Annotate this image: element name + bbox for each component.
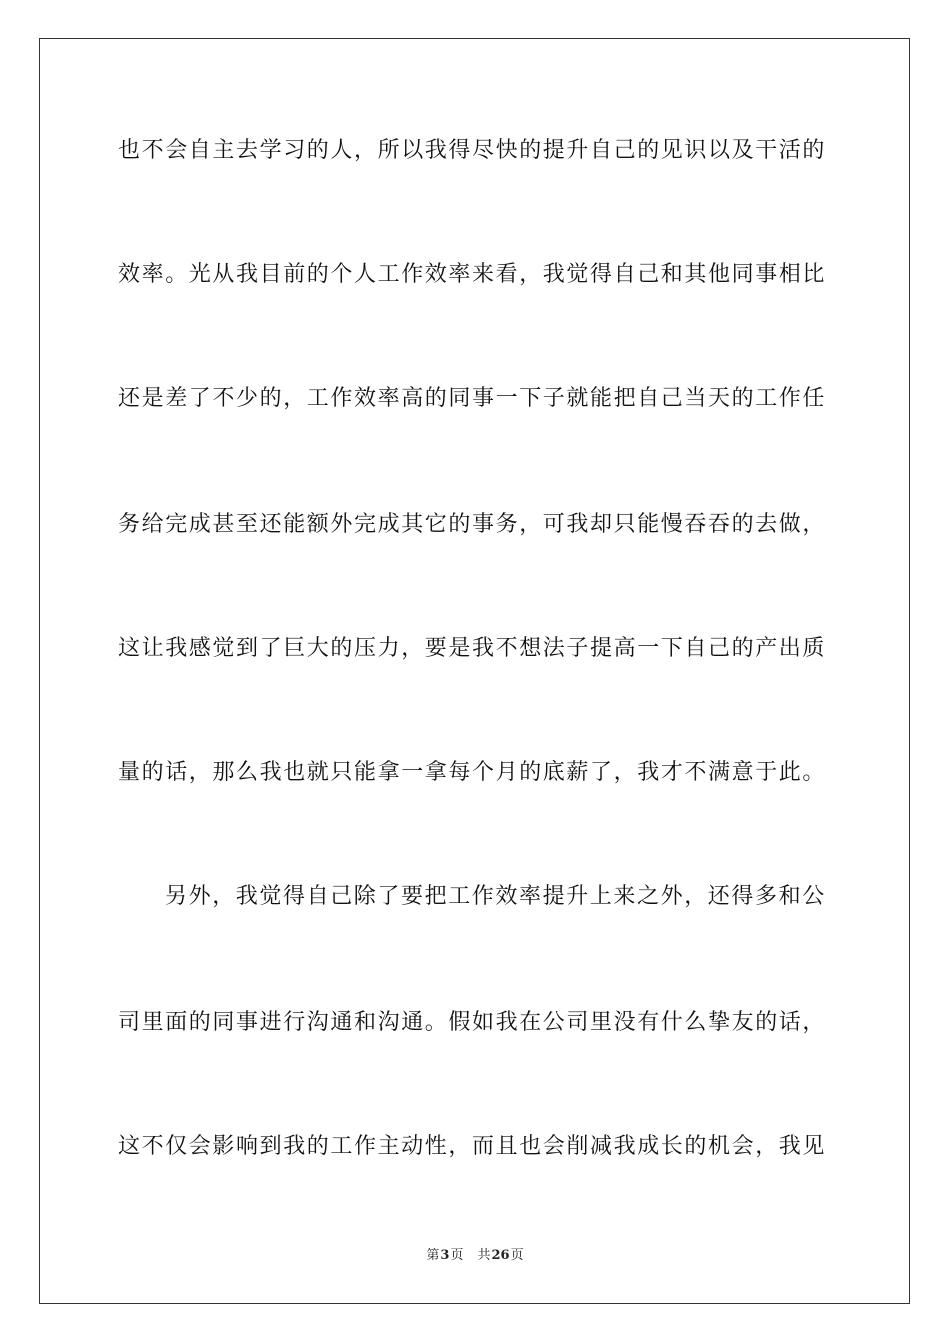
footer-page-suffix: 页 — [450, 1248, 464, 1263]
body-text-line-8: 司里面的同事进行沟通和沟通。假如我在公司里没有什么挚友的话， — [118, 1010, 827, 1035]
body-text-line-5: 这让我感觉到了巨大的压力，要是我不想法子提高一下自己的产出质 — [118, 636, 827, 661]
footer-total-prefix: 共 — [477, 1248, 491, 1263]
body-text-paragraph-start: 另外，我觉得自己除了要把工作效率提升上来之外，还得多和公 — [165, 884, 826, 909]
page-footer — [0, 1247, 950, 1265]
footer-current-page: 3 — [440, 1248, 450, 1263]
footer-page-prefix: 第 — [426, 1248, 440, 1263]
body-text-line-1: 也不会自主去学习的人，所以我得尽快的提升自己的见识以及干活的 — [118, 138, 827, 163]
body-text-line-2: 效率。光从我目前的个人工作效率来看，我觉得自己和其他同事相比 — [118, 262, 827, 287]
body-text-line-9: 这不仅会影响到我的工作主动性，而且也会削减我成长的机会，我见 — [118, 1134, 827, 1159]
page-border — [39, 38, 910, 1304]
footer-total-pages: 26 — [491, 1248, 510, 1263]
footer-total-suffix: 页 — [510, 1248, 524, 1263]
body-text-line-4: 务给完成甚至还能额外完成其它的事务，可我却只能慢吞吞的去做， — [118, 512, 827, 537]
body-text-line-3: 还是差了不少的，工作效率高的同事一下子就能把自己当天的工作任 — [118, 386, 827, 411]
body-text-line-6: 量的话，那么我也就只能拿一拿每个月的底薪了，我才不满意于此。 — [118, 760, 827, 785]
